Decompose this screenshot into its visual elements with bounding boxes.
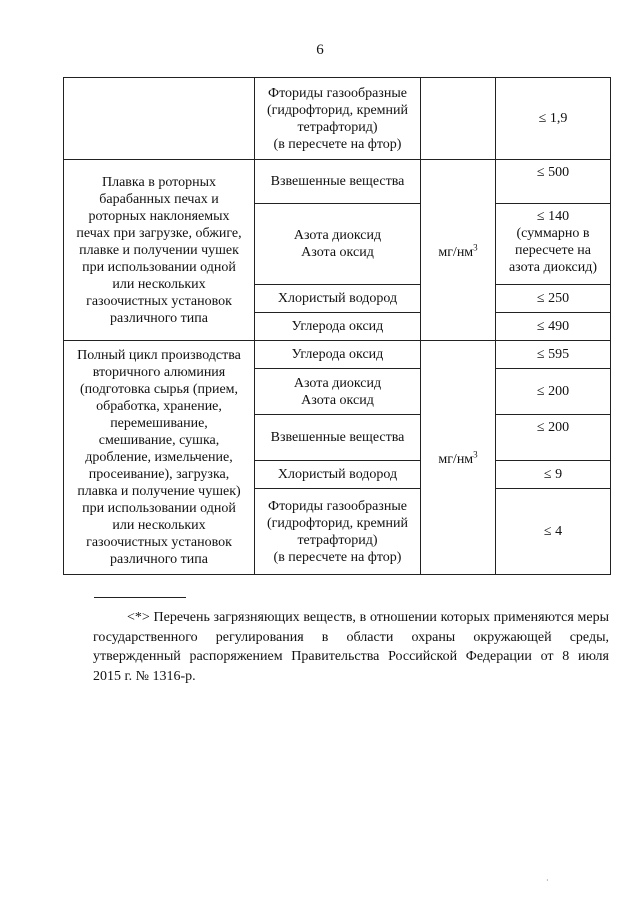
footnote-line: утвержденный распоряжением Правительства Российской Федерации от 8 июля <box>93 649 609 664</box>
limit-value: ≤ 250 <box>536 291 570 306</box>
footnote-divider <box>94 597 186 598</box>
substance-cell <box>255 78 421 160</box>
process-cell <box>64 78 255 160</box>
substance-text: Азота диоксид Азота оксид <box>293 228 382 260</box>
limit-value: ≤ 200 <box>536 420 570 435</box>
substance-text: Фториды газообразные (гидрофторид, кремний тетрафторид) (в пересчете на фтор) <box>267 498 408 565</box>
table-row <box>64 160 611 204</box>
substance-text: Азота диоксид Азота оксид <box>293 375 382 408</box>
substance-text: Взвешенные вещества <box>270 430 405 445</box>
footnote <box>93 608 609 686</box>
limit-value: ≤ 500 <box>536 165 570 180</box>
limit-value: ≤ 9 <box>543 467 563 482</box>
limit-cell <box>496 204 611 285</box>
footnote-line: <*> Перечень загрязняющих веществ, в отношении которых применяются меры <box>127 610 609 625</box>
substance-text: Взвешенные вещества <box>270 174 405 189</box>
footnote-line: государственного регулирования в области охраны окружающей среды, <box>93 629 609 645</box>
scan-mark: · <box>546 876 549 885</box>
substance-cell <box>255 461 421 489</box>
unit-text: $мг/нм^3$ <box>438 449 478 468</box>
process-text: Плавка в роторных барабанных печах и роторных наклоняемых печах при загрузке, обжиге, плавке и получении чушек при использовании одной или нескольких газоочистных установок различного типа <box>76 174 242 326</box>
substance-cell <box>255 285 421 313</box>
limit-value: ≤ 200 <box>536 384 570 399</box>
unit-text: $мг/нм^3$ <box>438 242 478 260</box>
limit-cell <box>496 415 611 461</box>
substance-cell <box>255 369 421 415</box>
substance-text: Хлористый водород <box>277 467 398 482</box>
unit-cell <box>421 160 496 341</box>
limit-cell <box>496 461 611 489</box>
substance-cell <box>255 489 421 575</box>
process-cell <box>64 160 255 341</box>
substance-cell <box>255 415 421 461</box>
limit-cell <box>496 78 611 160</box>
limit-value: ≤ 1,9 <box>538 111 568 126</box>
substance-cell <box>255 204 421 285</box>
unit-cell <box>421 341 496 575</box>
limit-value: ≤ 490 <box>536 319 570 334</box>
limit-value: ≤ 595 <box>536 347 570 362</box>
page-number: 6 <box>316 42 324 58</box>
substance-text: Фториды газообразные (гидрофторид, кремний тетрафторид) (в пересчете на фтор) <box>267 85 408 152</box>
substance-cell <box>255 341 421 369</box>
process-cell <box>64 341 255 575</box>
limit-cell <box>496 489 611 575</box>
substance-text: Углерода оксид <box>291 347 384 362</box>
substance-cell <box>255 313 421 341</box>
substance-text: Хлористый водород <box>277 291 398 306</box>
limit-cell <box>496 285 611 313</box>
emission-limits-table <box>63 77 611 575</box>
limit-cell <box>496 313 611 341</box>
limit-cell <box>496 341 611 369</box>
limit-value: ≤ 140 (суммарно в пересчете на азота диоксид) <box>508 209 598 275</box>
footnote-line: 2015 г. № 1316-р. <box>93 668 196 684</box>
table-row <box>64 78 611 160</box>
table-row <box>64 341 611 369</box>
substance-cell <box>255 160 421 204</box>
process-text: Полный цикл производства вторичного алюминия (подготовка сырья (прием, обработка, хранение, перемешивание, смешивание, сушка, дробление, измельчение, просеивание), загрузка, плавка и получение чушек) при использовании одной или нескольких газоочистных установок различного типа <box>77 348 241 567</box>
unit-cell <box>421 78 496 160</box>
limit-value: ≤ 4 <box>543 524 563 539</box>
limit-cell <box>496 369 611 415</box>
limit-cell <box>496 160 611 204</box>
substance-text: Углерода оксид <box>291 319 384 334</box>
